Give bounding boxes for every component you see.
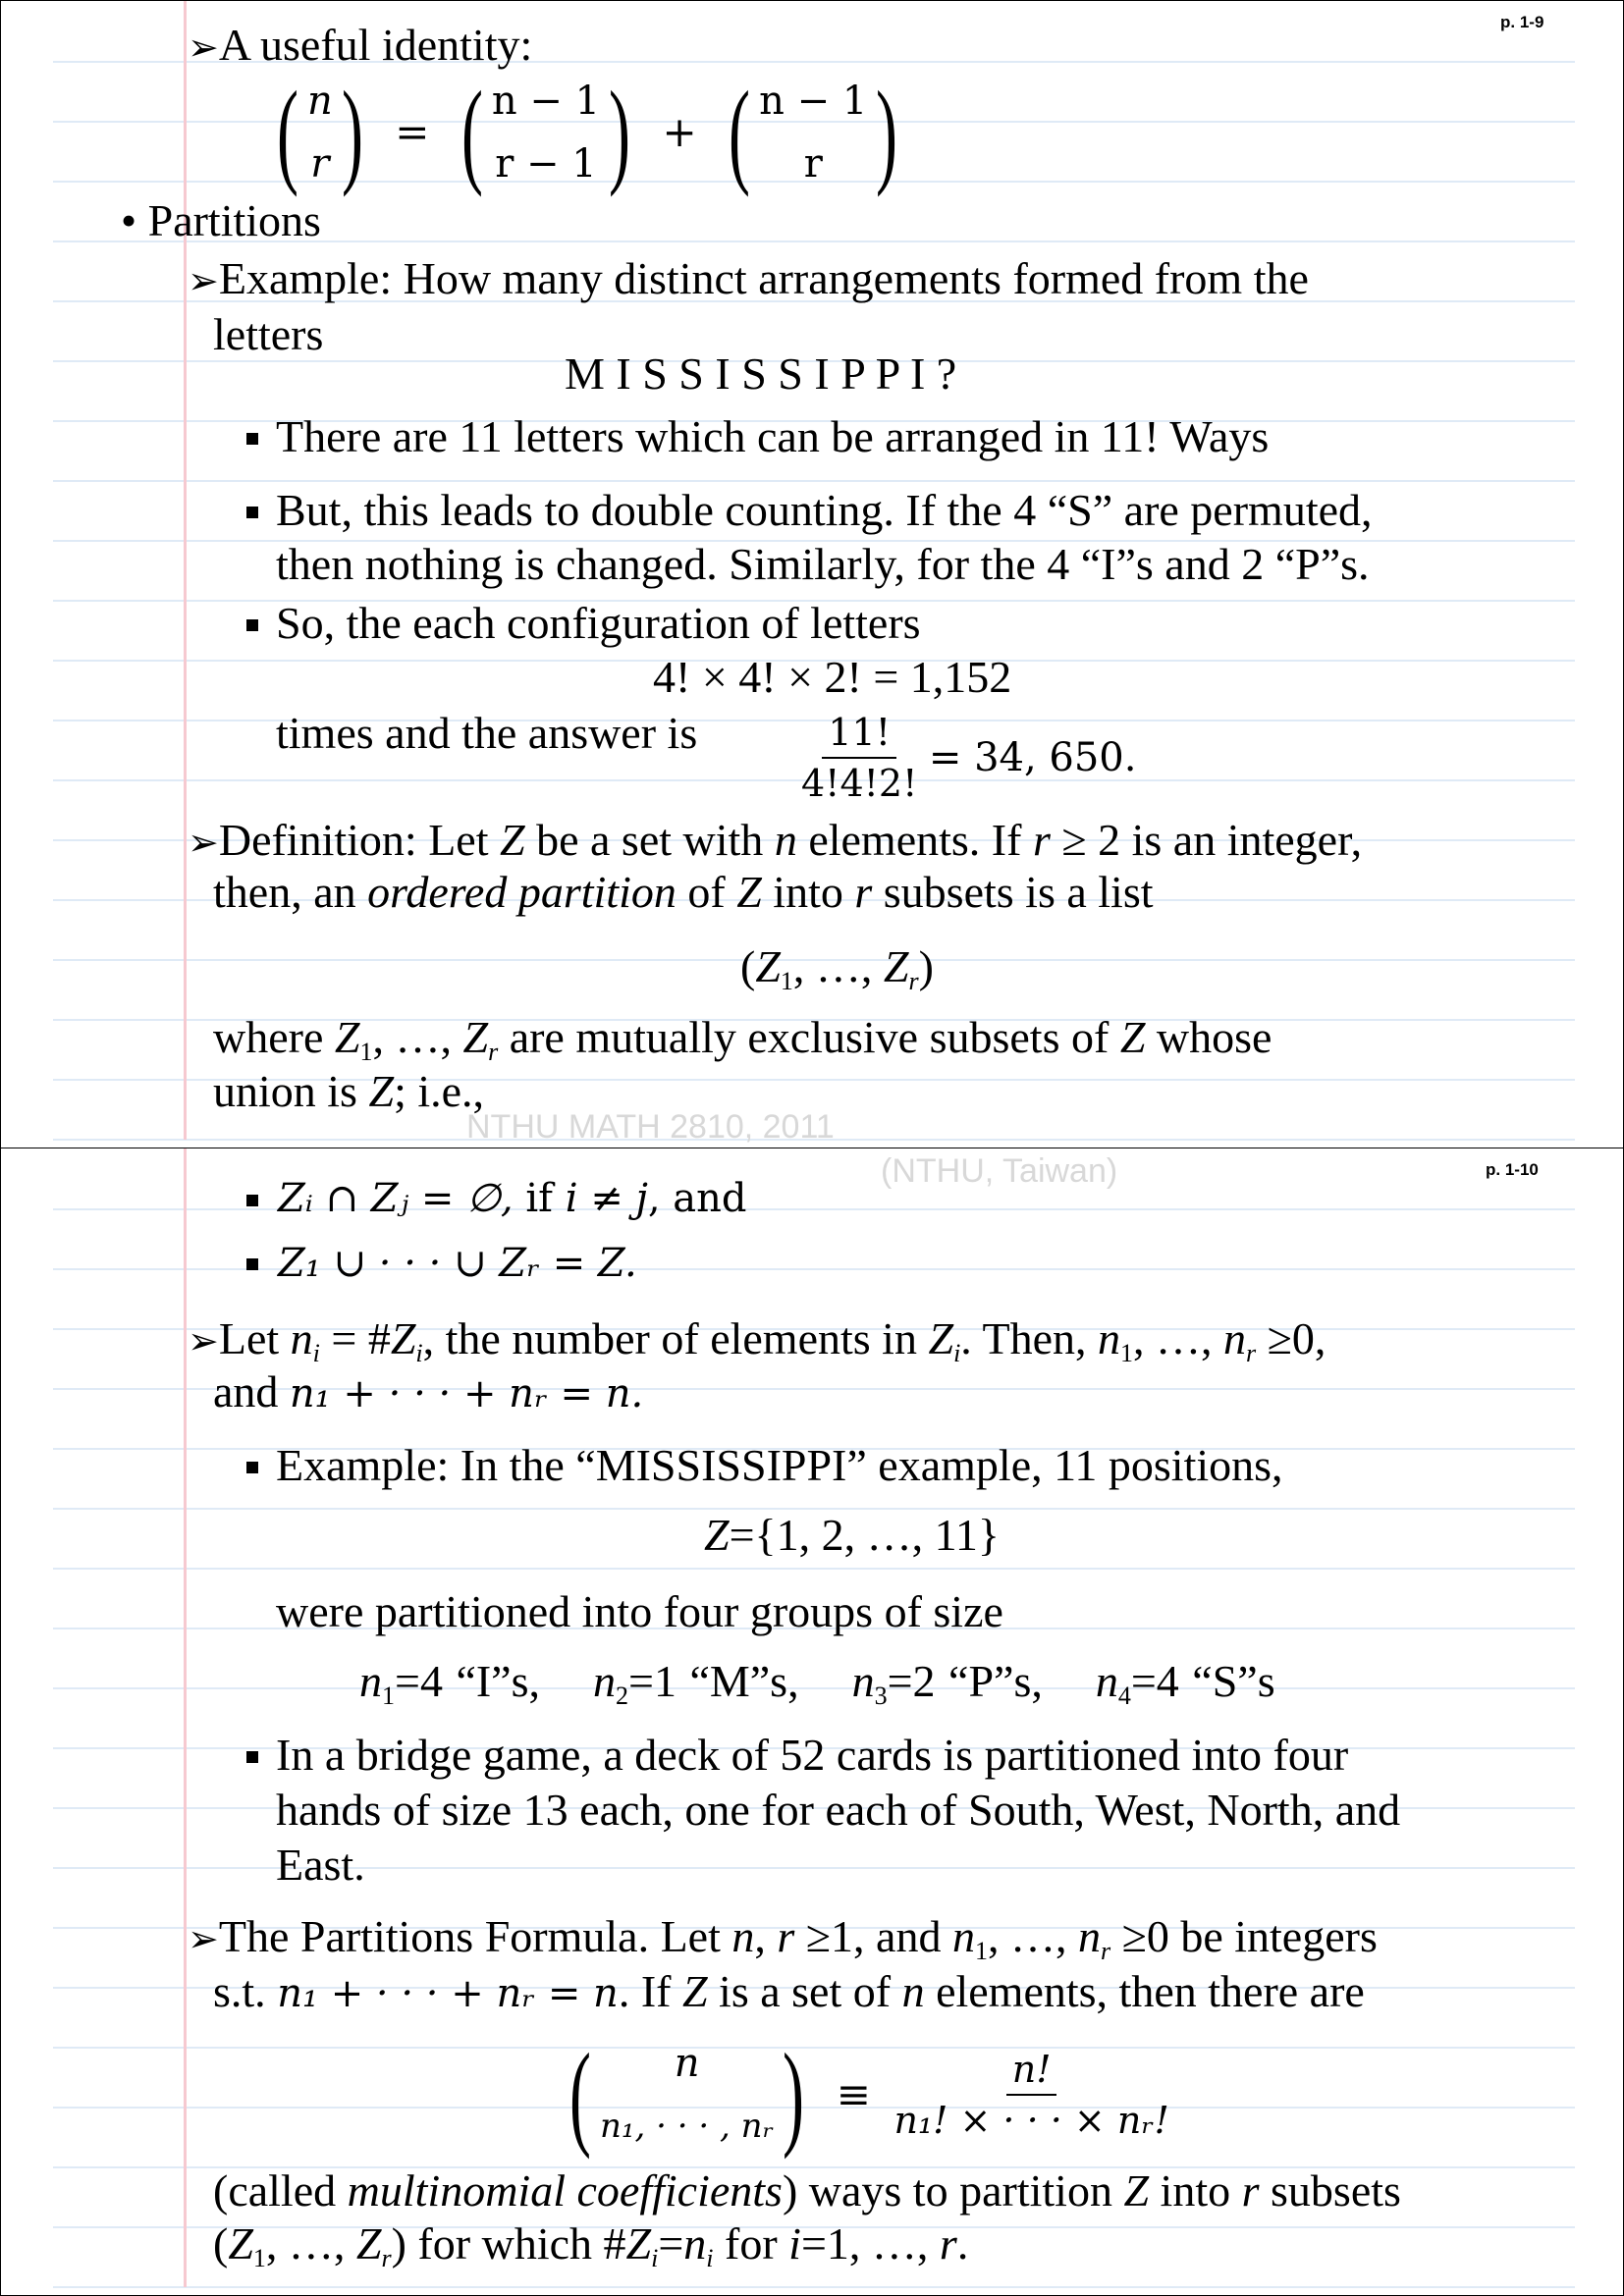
let-line: and n₁ + · · · + nᵣ = n. [213, 1366, 644, 1416]
group-size: $n_2=1$ “M”s, [593, 1656, 799, 1710]
bullet-text: then nothing is changed. Similarly, for the 4 “I”s and 2 “P”s. [276, 539, 1370, 589]
identity-label: A useful identity: [218, 20, 533, 70]
square-bullet-icon [246, 1258, 258, 1270]
identity-formula: ( n r ) = ( n − 1 r − 1 ) + ( n − 1 r ) [268, 70, 906, 195]
formula-line: s.t. n₁ + · · · + nᵣ = n. If Z is a set of n elements, then there are [213, 1966, 1365, 2016]
group-size: $n_3=2$ “P”s, [851, 1656, 1043, 1710]
product-formula: 4! × 4! × 2! = 1,152 [653, 652, 1012, 702]
example-line: ➢Example: How many distinct arrangements formed from the [188, 254, 1309, 305]
definition-line: union is Z; i.e., [213, 1066, 485, 1116]
mississippi-word: M I S S I S S I P P I ? [565, 348, 957, 399]
let-line: ➢Let $n_i$ = $\#Z_i$, the number of elements in $Z_i$. Then, $n_1$, …, $n_r \ge 0$, [188, 1314, 1326, 1365]
multinomial-formula: ( n n₁, · · · , nᵣ ) ≡ $\frac{n!}{\text{n₁! × · · · × nᵣ!}}$ [568, 2029, 1169, 2160]
bullet-text: There are 11 letters which can be arranged in 11! Ways [276, 411, 1270, 461]
square-bullet-icon [246, 1751, 258, 1763]
square-bullet-icon [246, 1462, 258, 1473]
group-size: $n_4=4$ “S”s [1095, 1656, 1275, 1710]
binomial-a: ( n − 1 r − 1 ) [460, 67, 631, 197]
formula-line: ($Z_1$, …, $Z_r$) for which $\#Z_i=n_i$ for i=1, …, r. [213, 2218, 969, 2272]
tuple: ($Z_1$, …, $Z_r$) [740, 941, 934, 995]
condition-union: Z₁ ∪ · · · ∪ Zᵣ = Z. [278, 1241, 637, 1286]
condition-disjoint: Zᵢ ∩ Zⱼ = ∅, if i ≠ j, and [278, 1176, 747, 1221]
z-set: Z={1, 2, …, 11} [704, 1510, 1000, 1560]
margin-line [184, 1148, 187, 2287]
margin-line [184, 1, 187, 1140]
formula-line: ➢The Partitions Formula. Let n, r ≥1, and $n_1$, …, $n_r \ge 0$ be integers [188, 1912, 1378, 1963]
square-bullet-icon [246, 619, 258, 631]
identity-item [188, 21, 532, 72]
watermark: NTHU MATH 2810, 2011 [466, 1108, 835, 1146]
arrow-bullet-icon [188, 1314, 219, 1365]
heading-partitions: • Partitions [121, 196, 321, 245]
group-sizes [359, 1656, 1275, 1710]
watermark: (NTHU, Taiwan) [881, 1152, 1118, 1190]
definition-line: ➢Definition: Let Z be a set with n elements. If r ≥ 2 is an integer, [188, 816, 1362, 867]
arrow-bullet-icon [188, 21, 219, 72]
square-bullet-icon [246, 507, 258, 518]
definition-line: then, an ordered partition of Z into r subsets is a list [213, 867, 1154, 917]
arrow-bullet-icon [188, 1912, 219, 1963]
binomial-b: ( n − 1 r ) [729, 67, 898, 197]
bullet-text: So, the each configuration of letters [276, 598, 921, 648]
arrow-bullet-icon [188, 816, 219, 867]
partitioned-text: were partitioned into four groups of size [276, 1586, 1003, 1636]
answer-formula: $\frac{11!}{4!4!2!}$ = 34, 650. [801, 708, 1136, 808]
dot-bullet-icon [121, 195, 136, 245]
square-bullet-icon [246, 1195, 258, 1206]
bullet-text: In a bridge game, a deck of 52 cards is partitioned into four [276, 1730, 1349, 1780]
binomial-lhs: ( n r ) [276, 67, 363, 197]
arrow-bullet-icon [188, 254, 219, 305]
bullet-text: Example: In the “MISSISSIPPI” example, 11 positions, [276, 1440, 1283, 1490]
group-size: $n_1=4$ “I”s, [359, 1656, 540, 1710]
answer-label: times and the answer is [276, 708, 698, 758]
slide-page-1-10 [0, 1148, 1624, 2296]
page-number: p. 1-9 [1500, 13, 1544, 31]
bullet-text: hands of size 13 each, one for each of South, West, North, and [276, 1785, 1401, 1835]
formula-line: (called multinomial coefficients) ways to partition Z into r subsets [213, 2165, 1401, 2216]
bullet-text: But, this leads to double counting. If the 4 “S” are permuted, [276, 485, 1373, 535]
page-number: p. 1-10 [1486, 1160, 1539, 1179]
definition-line: where $Z_1$, …, $Z_r$ are mutually exclusive subsets of Z whose [213, 1012, 1272, 1066]
bullet-text: East. [276, 1840, 365, 1890]
square-bullet-icon [246, 433, 258, 445]
example-line: letters [213, 309, 324, 359]
